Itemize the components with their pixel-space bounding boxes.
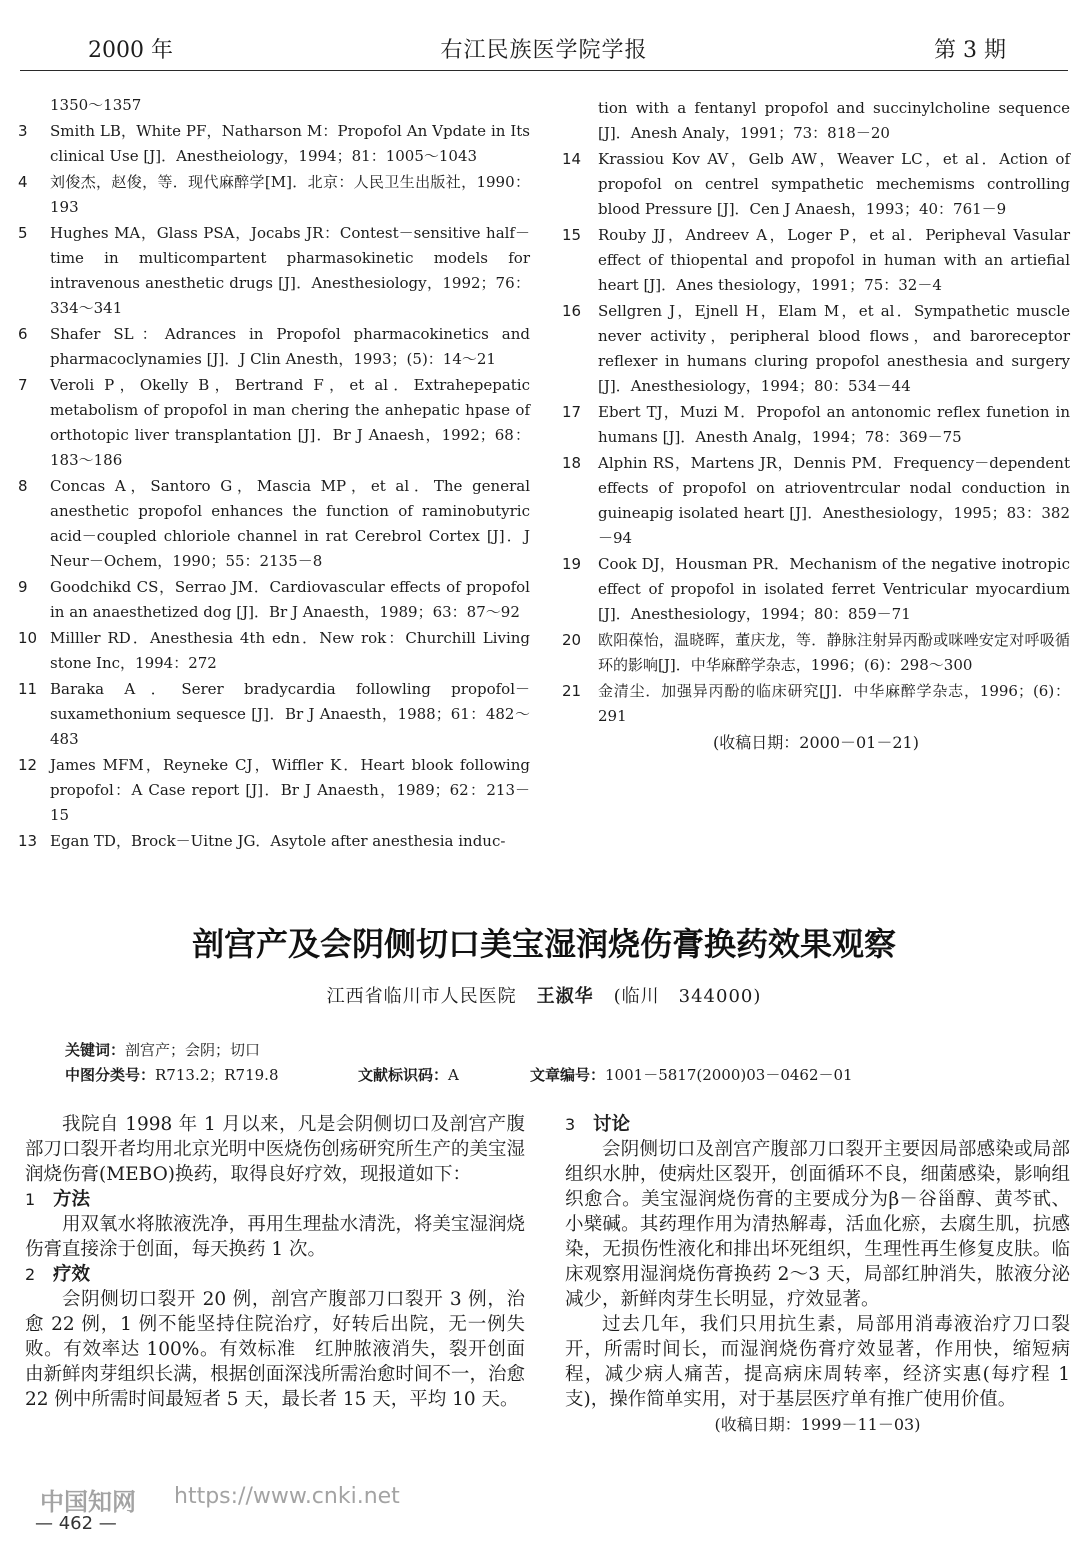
reference-text: Sellgren J，Ejnell H，Elam M，et al．Sympathetic muscle never activity，peripheral blood flows，and baroreceptor reflexer in humans cluring propofol anesthesia and surgery [J]．Anesthesiology，1994；80：534－44 [598, 302, 1070, 395]
reference-text: tion with a fentanyl propofol and succinylcholine sequence [J]．Anesh Analy，1991；73：818－20 [598, 99, 1070, 142]
header-issue: 第 3 期 [934, 38, 1006, 63]
reference-text: Smith LB，White PF，Natharson M：Propofol An Vpdate in Its clinical Use [J]．Anestheiology，1994；81：1005～1043 [50, 122, 530, 165]
article-body-right [565, 1112, 1070, 1437]
reference-item [18, 119, 530, 169]
reference-text: Concas A，Santoro G，Mascia MP，et al．The general anesthetic propofol enhances the function of raminobutyric acid－coupled chloriole channel in rat Cerebrol Cortex [J]．J Neur－Ochem，1990；55：2135－8 [50, 477, 530, 570]
article-body-left [25, 1112, 525, 1412]
page-number: — 462 — [35, 1513, 117, 1534]
reference-item [18, 93, 530, 118]
reference-text: Shafer SL：Adrances in Propofol pharmacokinetics and pharmacoclynamies [J]．J Clin Anesth，1993；(5)：14～21 [50, 325, 530, 368]
reference-text: Veroli P，Okelly B，Bertrand F，et al．Extrahepepatic metabolism of propofol in man chering the anhepatic hpase of orthotopic liver transplantation [J]．Br J Anaesh，1992；68：183～186 [50, 376, 530, 469]
keywords-value: 剖宫产；会阴；切口 [125, 1041, 261, 1059]
reference-item [18, 373, 530, 473]
author-line [0, 984, 1088, 1010]
cnki-watermark-logo: 中国知网 [40, 1488, 136, 1516]
article-number-label: 文章编号： [530, 1066, 606, 1084]
reference-number: 16 [562, 302, 582, 320]
reference-item [562, 400, 1070, 450]
reference-item [562, 628, 1070, 678]
reference-item [562, 147, 1070, 222]
reference-number: 14 [562, 150, 582, 168]
section-heading [25, 1187, 525, 1212]
section-title: 讨论 [593, 1114, 631, 1135]
reference-text: 金清尘．加强异丙酚的临床研究[J]．中华麻醉学杂志，1996；(6)：291 [598, 682, 1070, 725]
reference-item [18, 474, 530, 574]
reference-text: Alphin RS，Martens JR，Dennis PM．Frequency－dependent effects of propofol on atrioventrcular nodal conduction in guineapig isolated heart [J]．Anesthesiology，1995；83：382－94 [598, 454, 1070, 547]
clc-label: 中图分类号： [65, 1066, 156, 1084]
section-number: 1 [25, 1190, 36, 1209]
running-header [20, 36, 1068, 71]
reference-text: Cook DJ，Housman PR．Mechanism of the negative inotropic effect of propofol in isolated ferret Ventricular myocardium [J]．Anesthesiology，1994；80：859－71 [598, 555, 1070, 623]
reference-text: Baraka A．Serer bradycardia followling propofol－suxamethonium sequesce [J]．Br J Anaesth，1988；61：482～483 [50, 680, 530, 748]
reference-item [562, 679, 1070, 729]
reference-text: Egan TD，Brock－Uitne JG．Asytole after anesthesia induc- [50, 832, 506, 850]
article-number-item [530, 1063, 853, 1088]
author-affiliation: 江西省临川市人民医院 [326, 986, 517, 1007]
reference-number: 15 [562, 226, 582, 244]
doc-code-item [358, 1063, 459, 1088]
keywords-label: 关键词： [65, 1041, 126, 1059]
reference-number: 17 [562, 403, 582, 421]
section-paragraph: 用双氧水将脓液洗净，再用生理盐水清洗，将美宝湿润烧伤膏直接涂于创面，每天换药 1 次。 [25, 1214, 525, 1260]
reference-number: 5 [18, 224, 28, 242]
clc-value: R713.2；R719.8 [155, 1066, 279, 1084]
reference-number: 21 [562, 682, 582, 700]
article-title: 剖宫产及会阴侧切口美宝湿润烧伤膏换药效果观察 [191, 925, 896, 963]
reference-number: 3 [18, 122, 28, 140]
section-paragraph: 会阴侧切口裂开 20 例，剖宫产腹部刀口裂开 3 例，治愈 22 例，1 例不能坚持住院治疗，好转后出院，无一例失败。有效率达 100%。有效标准 红肿脓液消失，裂开创面由新鲜肉芽组织长满，根据创面深浅所需治愈时间不一，治愈 22 例中所需时间最短者 5 天，最长者 15 天，平均 10 天。 [25, 1289, 525, 1410]
reference-text: Krassiou Kov AV，Gelb AW，Weaver LC，et al．Action of propofol on centrel sympathetic mechemisms controlling blood Pressure [J]．Cen J Anaesh，1993；40：761－9 [598, 150, 1070, 218]
classification-row [65, 1063, 1025, 1088]
references-received-date: (收稿日期：2000－01－21) [713, 733, 919, 752]
reference-item [562, 552, 1070, 627]
reference-text: 欧阳葆怡，温晓晖，董庆龙，等．静脉注射异丙酚或咪唑安定对呼吸循环的影响[J]．中华麻醉学杂志，1996；(6)：298～300 [598, 631, 1070, 674]
article-metadata [65, 1038, 1025, 1088]
reference-number: 20 [562, 631, 582, 649]
author-name: 王淑华 [536, 986, 594, 1007]
doc-code-value: A [448, 1066, 459, 1084]
reference-item [18, 829, 530, 854]
section-heading [25, 1262, 525, 1287]
reference-number [562, 96, 598, 146]
section-heading [565, 1112, 1070, 1137]
cnki-watermark-url: https://www.cnki.net [174, 1484, 400, 1509]
article-number-value: 1001－5817(2000)03－0462－01 [605, 1066, 853, 1084]
section-number: 2 [25, 1265, 36, 1284]
reference-item [18, 575, 530, 625]
clc-item [65, 1063, 279, 1088]
reference-number: 10 [18, 629, 38, 647]
header-year: 2000 年 [88, 38, 173, 63]
reference-text: 1350～1357 [50, 96, 142, 114]
reference-number: 11 [18, 680, 38, 698]
reference-text: Rouby JJ，Andreev A，Loger P，et al．Peripheval Vasular effect of thiopental and propofol in human with an artiefial heart [J]．Anes thesiology，1991；75：32－4 [598, 226, 1070, 294]
reference-number: 12 [18, 756, 38, 774]
reference-number: 13 [18, 832, 38, 850]
reference-number: 4 [18, 173, 28, 191]
intro-paragraph: 我院自 1998 年 1 月以来，凡是会阴侧切口及剖宫产腹部刀口裂开者均用北京光明中医烧伤创疡研究所生产的美宝湿润烧伤膏(MEBO)换药，取得良好疗效，现报道如下： [25, 1114, 525, 1185]
reference-item [18, 626, 530, 676]
reference-number: 7 [18, 376, 28, 394]
doc-code-label: 文献标识码： [358, 1066, 449, 1084]
reference-text: James MFM，Reyneke CJ，Wiffler K．Heart blook following propofol：A Case report [J]．Br J Anaesth，1989；62：213－15 [50, 756, 530, 824]
section-title: 方法 [53, 1189, 91, 1210]
reference-item [18, 221, 530, 321]
references-left-column [18, 93, 530, 855]
reference-text: 刘俊杰，赵俊，等．现代麻醉学[M]．北京：人民卫生出版社，1990：193 [50, 173, 530, 216]
reference-text: Hughes MA，Glass PSA，Jocabs JR：Contest－sensitive half－time in multicompartent pharmasokinetic models for intravenous anesthetic drugs [J]．Anesthesiology，1992；76：334～341 [50, 224, 530, 317]
reference-item [562, 223, 1070, 298]
header-journal-name: 右江民族医学院学报 [440, 38, 648, 63]
reference-text: Ebert TJ，Muzi M．Propofol an antonomic reflex funetion in humans [J]．Anesth Analg，1994；78：369－75 [598, 403, 1070, 446]
section-title: 疗效 [53, 1264, 91, 1285]
reference-item [562, 96, 1070, 146]
reference-item [18, 170, 530, 220]
references-right-column [562, 96, 1070, 755]
reference-item [562, 299, 1070, 399]
section-paragraph: 过去几年，我们只用抗生素，局部用消毒液治疗刀口裂开，所需时间长，而湿润烧伤膏疗效显著，作用快，缩短病程，减少病人痛苦，提高病床周转率，经济实惠(每疗程 1 支)，操作简单实用，对于基层医疗单有推广使用价值。 [565, 1314, 1070, 1410]
section-paragraph: 会阴侧切口及剖宫产腹部刀口裂开主要因局部感染或局部组织水肿，使病灶区裂开，创面循环不良，细菌感染，影响组织愈合。美宝湿润烧伤膏的主要成分为β－谷甾醇、黄芩甙、小檗碱。其药理作用为清热解毒，活血化瘀，去腐生肌，抗感染，无损伤性液化和排出坏死组织，生理性再生修复皮肤。临床观察用湿润烧伤膏换药 2～3 天，局部红肿消失，脓液分泌减少，新鲜肉芽生长明显，疗效显著。 [565, 1139, 1070, 1310]
reference-number: 9 [18, 578, 28, 596]
reference-item [18, 753, 530, 828]
reference-item [18, 677, 530, 752]
keywords-row [65, 1038, 1025, 1063]
reference-number: 18 [562, 454, 582, 472]
section-number: 3 [565, 1115, 576, 1134]
reference-text: Milller RD．Anesthesia 4th edn．New rok：Churchill Living stone Inc，1994：272 [50, 629, 530, 672]
reference-item [18, 322, 530, 372]
reference-number [18, 93, 50, 118]
reference-number: 19 [562, 555, 582, 573]
author-location: (临川 344000) [613, 986, 762, 1007]
reference-item [562, 451, 1070, 551]
reference-number: 6 [18, 325, 28, 343]
reference-number: 8 [18, 477, 28, 495]
reference-text: Goodchikd CS，Serrao JM．Cardiovascular effects of propofol in an anaesthetized dog [J]．Br J Anaesth，1989；63：87～92 [50, 578, 530, 621]
article-received-date: (收稿日期：1999－11－03) [714, 1415, 921, 1434]
